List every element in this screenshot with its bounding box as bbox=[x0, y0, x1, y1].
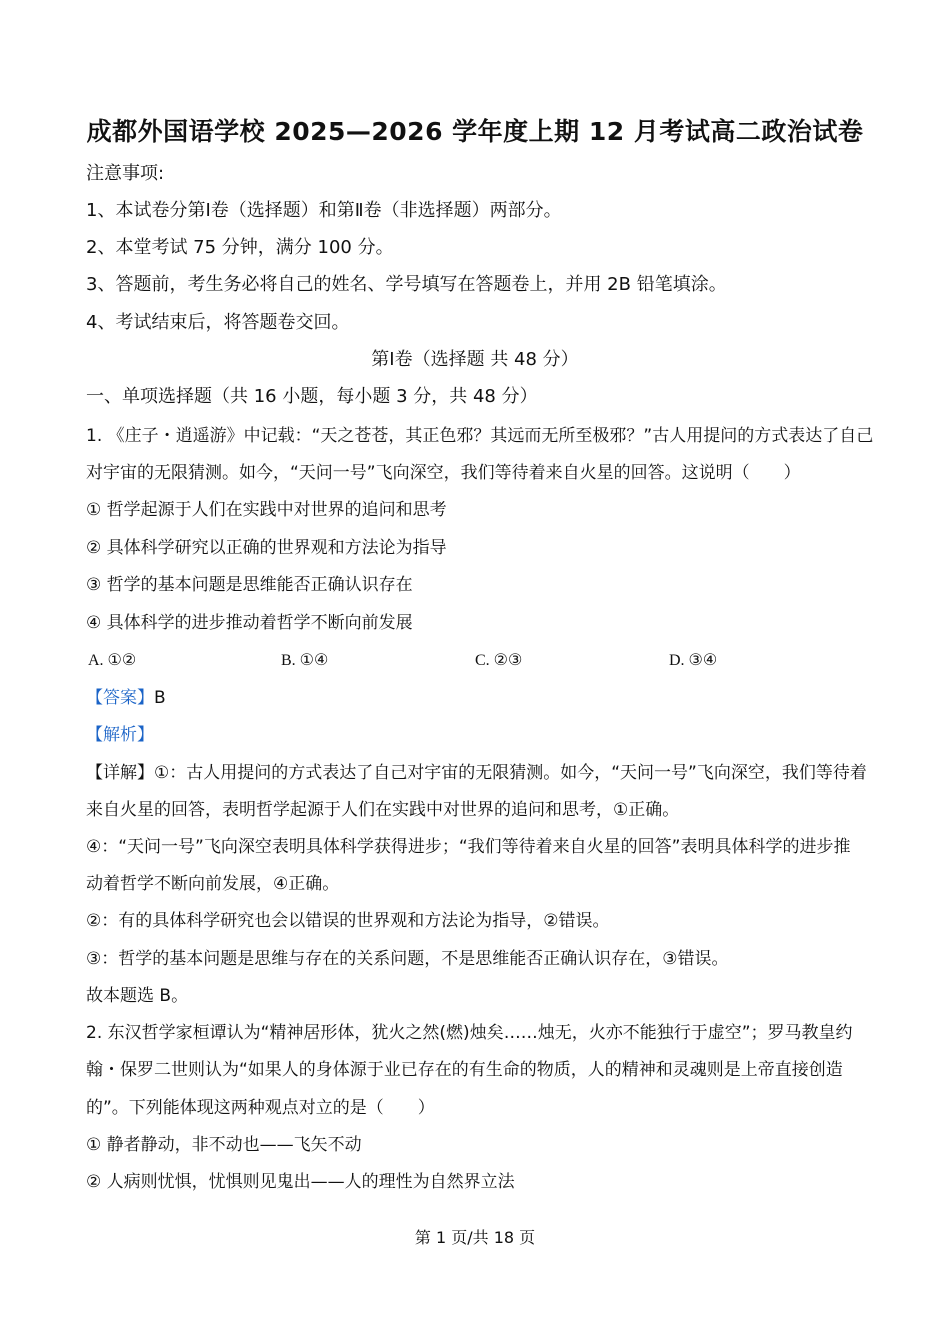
notice-item-2: 2、本堂考试 75 分钟，满分 100 分。 bbox=[86, 237, 394, 258]
detail-tag: 【详解】 bbox=[86, 763, 154, 783]
q1-answer bbox=[86, 686, 870, 710]
page-title: 成都外国语学校 2025—2026 学年度上期 12 月考试高二政治试卷 bbox=[86, 117, 864, 146]
q2-stem-line-1: 2. 东汉哲学家桓谭认为“精神居形体，犹火之然(燃)烛矣……烛无，火亦不能独行于虚空”；罗马教皇约 bbox=[86, 1023, 853, 1043]
part-title: 一、单项选择题（共 16 小题，每小题 3 分，共 48 分） bbox=[86, 386, 538, 407]
detail-line-5: ②：有的具体科学研究也会以错误的世界观和方法论为指导，②错误。 bbox=[86, 911, 610, 931]
detail-line-1 bbox=[86, 761, 870, 785]
detail-line-3: ④：“天问一号”飞向深空表明具体科学获得进步；“我们等待着来自火星的回答”表明具体科学的进步推 bbox=[86, 837, 851, 857]
answer-value: B bbox=[154, 688, 166, 708]
q1-statement-3: ③ 哲学的基本问题是思维能否正确认识存在 bbox=[86, 575, 413, 595]
q1-option-b: B. ①④ bbox=[281, 652, 329, 669]
notice-item-3: 3、答题前，考生务必将自己的姓名、学号填写在答题卷上，并用 2B 铅笔填涂。 bbox=[86, 274, 727, 295]
q1-option-a: A. ①② bbox=[88, 652, 137, 669]
q2-statement-1: ① 静者静动，非不动也——飞矢不动 bbox=[86, 1135, 362, 1155]
notice-heading: 注意事项: bbox=[86, 163, 165, 184]
notice-item-1: 1、本试卷分第Ⅰ卷（选择题）和第Ⅱ卷（非选择题）两部分。 bbox=[86, 200, 562, 221]
page-footer: 第 1 页/共 18 页 bbox=[414, 1228, 536, 1247]
analysis-tag: 【解析】 bbox=[86, 725, 154, 745]
notice-item-4: 4、考试结束后，将答题卷交回。 bbox=[86, 312, 350, 333]
q1-option-c: C. ②③ bbox=[475, 652, 523, 669]
answer-tag: 【答案】 bbox=[86, 688, 154, 708]
q1-option-d: D. ③④ bbox=[669, 652, 718, 669]
q1-statement-4: ④ 具体科学的进步推动着哲学不断向前发展 bbox=[86, 613, 413, 633]
q2-stem-line-3: 的”。下列能体现这两种观点对立的是（ ） bbox=[86, 1098, 435, 1118]
detail-text: ①：古人用提问的方式表达了自己对宇宙的无限猜测。如今，“天问一号”飞向深空，我们等待着 bbox=[154, 763, 867, 783]
q2-statement-2: ② 人病则忧惧，忧惧则见鬼出——人的理性为自然界立法 bbox=[86, 1172, 515, 1192]
q1-statement-1: ① 哲学起源于人们在实践中对世界的追问和思考 bbox=[86, 500, 447, 520]
q2-stem-line-2: 翰・保罗二世则认为“如果人的身体源于业已存在的有生命的物质，人的精神和灵魂则是上帝直接创造 bbox=[86, 1060, 843, 1080]
q1-stem-line-1: 1. 《庄子・逍遥游》中记载：“天之苍苍，其正色邪？其远而无所至极邪？”古人用提问的方式表达了自己 bbox=[86, 426, 874, 446]
detail-line-6: ③：哲学的基本问题是思维与存在的关系问题，不是思维能否正确认识存在，③错误。 bbox=[86, 949, 729, 969]
detail-line-7: 故本题选 B。 bbox=[86, 986, 189, 1006]
detail-line-4: 动着哲学不断向前发展，④正确。 bbox=[86, 874, 340, 894]
q1-statement-2: ② 具体科学研究以正确的世界观和方法论为指导 bbox=[86, 538, 447, 558]
detail-line-2: 来自火星的回答，表明哲学起源于人们在实践中对世界的追问和思考，①正确。 bbox=[86, 800, 680, 820]
section-title: 第Ⅰ卷（选择题 共 48 分） bbox=[371, 349, 579, 370]
q1-stem-line-2: 对宇宙的无限猜测。如今，“天问一号”飞向深空，我们等待着来自火星的回答。这说明（ ） bbox=[86, 463, 801, 483]
